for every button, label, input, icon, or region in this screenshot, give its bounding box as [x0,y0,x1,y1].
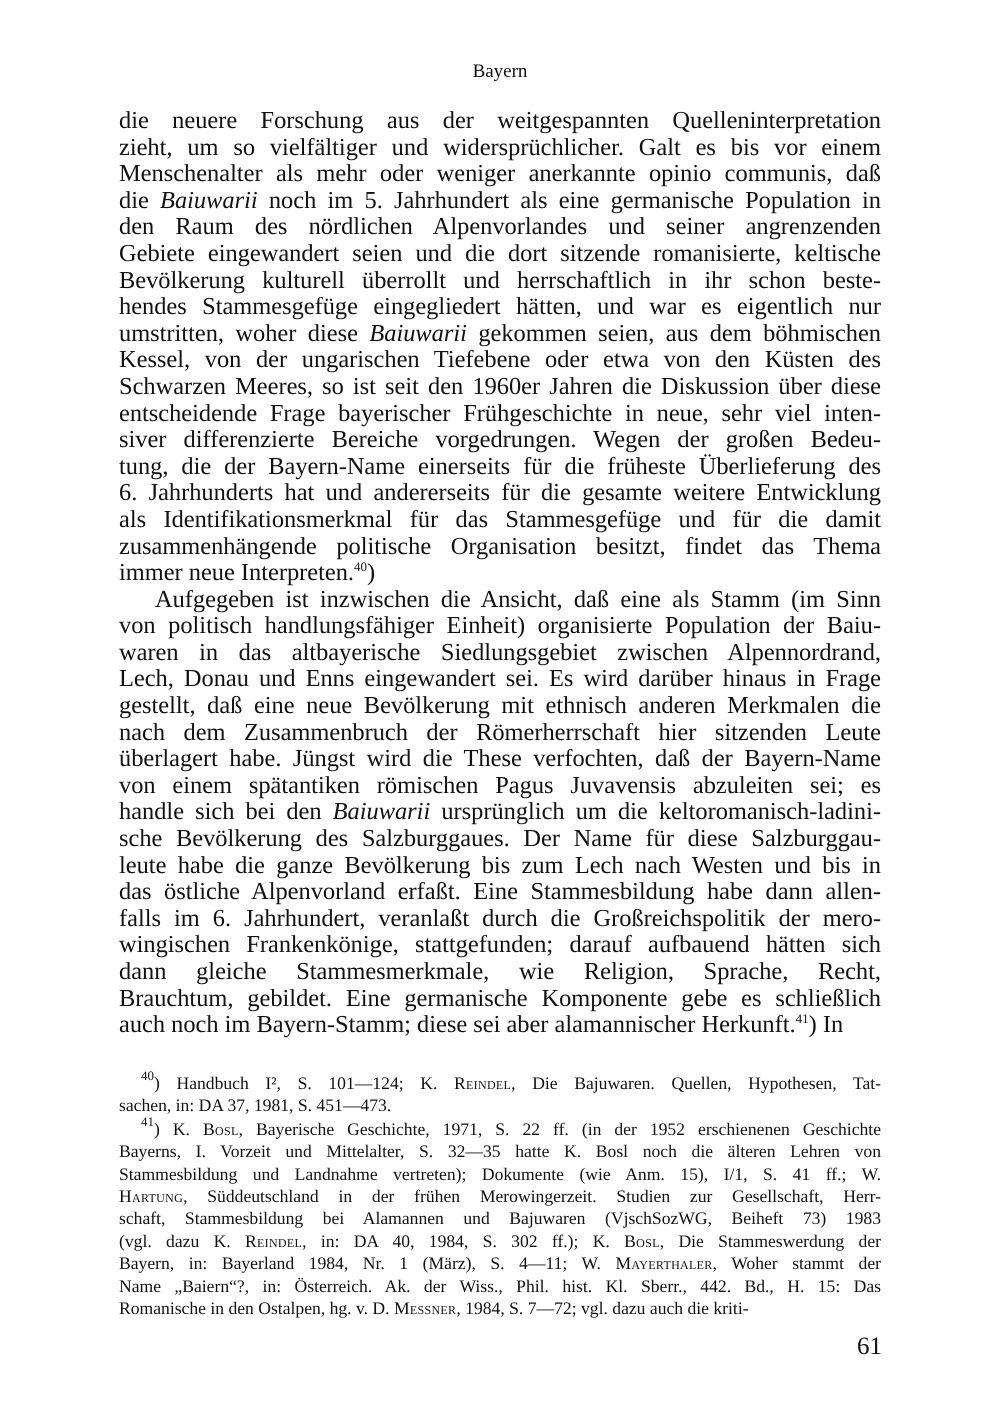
text-line: von einem spätantiken römischen Pagus Juvavensis abzuleiten sei; es [119,771,881,799]
author-name: Messner [393,1298,457,1319]
text-line: überlagert habe. Jüngst wird die These verfochten, daß der Bayern-Name [119,745,881,773]
footnote-line: (vgl. dazu K. Reindel, in: DA 40, 1984, S. 302 ff.); K. Bosl, Die Stammeswerdung der [119,1230,881,1251]
paragraph-2 [119,587,881,1039]
author-name: Reindel [244,1230,303,1251]
running-head: Bayern [472,61,528,82]
text-line: Menschenalter als mehr oder weniger anerkannte opinio communis, daß [119,160,881,188]
text-line: leute habe die ganze Bevölkerung bis zum Lech nach Westen und bis in [119,851,881,879]
text-line: umstritten, woher diese Baiuwarii gekommen seien, aus dem böhmischen [119,319,881,347]
text-line: den Raum des nördlichen Alpenvorlandes und seiner angrenzenden [119,213,881,241]
footnotes [119,1068,881,1320]
footnote-line: Bayerns, I. Vorzeit und Mittelalter, S. 32—35 hatte K. Bosl noch die älteren Lehren von [119,1141,881,1162]
footnote-line: Name „Baiern“?, in: Österreich. Ak. der Wiss., Phil. hist. Kl. Sberr., 442. Bd., H. 15: Das [119,1275,881,1296]
text-line: das östliche Alpenvorland erfaßt. Eine Stammesbildung habe dann allen- [119,878,881,906]
author-name: Bosl [624,1230,660,1251]
text-line: siver differenzierte Bereiche vorgedrungen. Wegen der großen Bedeu- [119,426,881,454]
text-line: tung, die der Bayern-Name einerseits für die früheste Überlieferung des [119,452,881,480]
footnote-line: sachen, in: DA 37, 1981, S. 451—473. [119,1095,392,1116]
text-line: handle sich bei den Baiuwarii ursprünglich um die keltoromanisch-ladini- [119,798,881,826]
italic-term: Baiuwarii [332,798,431,826]
text-line: dann gleiche Stammesmerkmale, wie Religion, Sprache, Recht, [119,958,881,985]
body-text [119,108,881,1039]
text-line: sche Bevölkerung des Salzburggaues. Der Name für diese Salzburggau- [119,825,881,853]
text-line: Bevölkerung kulturell überrollt und herrschaftlich in ihr schon beste- [119,266,881,294]
text-line: hendes Stammesgefüge eingegliedert hätten, und war es eigentlich nur [119,293,881,321]
text-line: gestellt, daß eine neue Bevölkerung mit ethnisch anderen Merkmalen die [119,692,881,720]
text-line: Aufgegeben ist inzwischen die Ansicht, daß eine als Stamm (im Sinn [155,585,881,613]
footnote-line: Romanische in den Ostalpen, hg. v. D. Messner, 1984, S. 7—72; vgl. dazu auch die kriti- [119,1298,749,1319]
text-line: wingischen Frankenkönige, stattgefunden; darauf aufbauend hätten sich [119,931,881,959]
footnote-40 [119,1068,881,1117]
text-line: auch noch im Bayern-Stamm; diese sei aber alamannischer Herkunft.$^{41}$) In [119,1011,844,1039]
footnote-line: $^{41}$) K. Bosl, Bayerische Geschichte, 1971, S. 22 ff. (in der 1952 erschienenen Geschichte [141,1113,881,1139]
footnote-line: schaft, Stammesbildung bei Alamannen und Bajuwaren (VjschSozWG, Beiheft 73) 1983 [119,1208,881,1229]
text-line: die Baiuwarii noch im 5. Jahrhundert als eine germanische Population in [119,186,881,214]
text-line: Gebiete eingewandert seien und die dort sitzende romanisierte, keltische [119,239,881,267]
text-line: von politisch handlungsfähiger Einheit) organisierte Population der Baiu- [119,612,881,640]
text-line: die neuere Forschung aus der weitgespannten Quelleninterpretation [119,107,881,134]
text-line: entscheidende Frage bayerischer Frühgeschichte in neue, sehr viel inten- [119,399,881,427]
text-line: Schwarzen Meeres, so ist seit den 1960er Jahren die Diskussion über diese [119,372,881,400]
footnote-line: Hartung, Süddeutschland in der frühen Merowingerzeit. Studien zur Gesellschaft, Herr- [119,1186,881,1207]
footnote-line: Bayern, in: Bayerland 1984, Nr. 1 (März), S. 4—11; W. Mayerthaler, Woher stammt der [119,1253,881,1274]
text-line: Lech, Donau und Enns eingewandert sei. Es wird darüber hinaus in Frage [119,665,881,693]
footnote-marker: 41 [795,1011,809,1027]
text-line: falls im 6. Jahrhundert, veranlaßt durch die Großreichspolitik der mero- [119,904,881,932]
footnote-marker: 41 [141,1113,154,1129]
footnote-41 [119,1113,881,1320]
footnote-marker: 40 [141,1068,154,1083]
author-name: Mayerthaler [615,1253,713,1274]
footnote-line: Stammesbildung und Landnahme vertreten); Dokumente (wie Anm. 15), I/1, S. 41 ff.; W. [119,1163,881,1184]
text-line: als Identifikationsmerkmal für das Stammesgefüge und für die damit [119,505,881,533]
italic-term: Baiuwarii [160,186,258,214]
italic-term: Baiuwarii [369,319,467,347]
text-line: waren in das altbayerische Siedlungsgebiet zwischen Alpennordrand, [119,638,881,666]
footnote-line: $^{40}$) Handbuch I², S. 101—124; K. Reindel, Die Bajuwaren. Quellen, Hypothesen, Tat- [141,1068,881,1093]
text-line: zieht, um so vielfältiger und widersprüchlicher. Galt es bis vor einem [119,133,881,161]
text-line: immer neue Interpreten.$^{40}$) [119,559,376,587]
text-line: zusammenhängende politische Organisation besitzt, findet das Thema [119,532,881,560]
text-line: nach dem Zusammenbruch der Römerherrschaft hier sitzenden Leute [119,718,881,746]
paragraph-1 [119,108,881,587]
author-name: Bosl [202,1118,239,1139]
page-number: 61 [857,1333,882,1360]
author-name: Hartung [119,1186,184,1207]
footnote-marker: 40 [354,559,367,575]
text-line: Brauchtum, gebildet. Eine germanische Komponente gebe es schließlich [119,984,881,1012]
text-line: 6. Jahrhunderts hat und andererseits für die gesamte weitere Entwicklung [119,479,881,507]
text-line: Kessel, von der ungarischen Tiefebene oder etwa von den Küsten des [119,346,881,374]
author-name: Reindel [454,1073,512,1093]
